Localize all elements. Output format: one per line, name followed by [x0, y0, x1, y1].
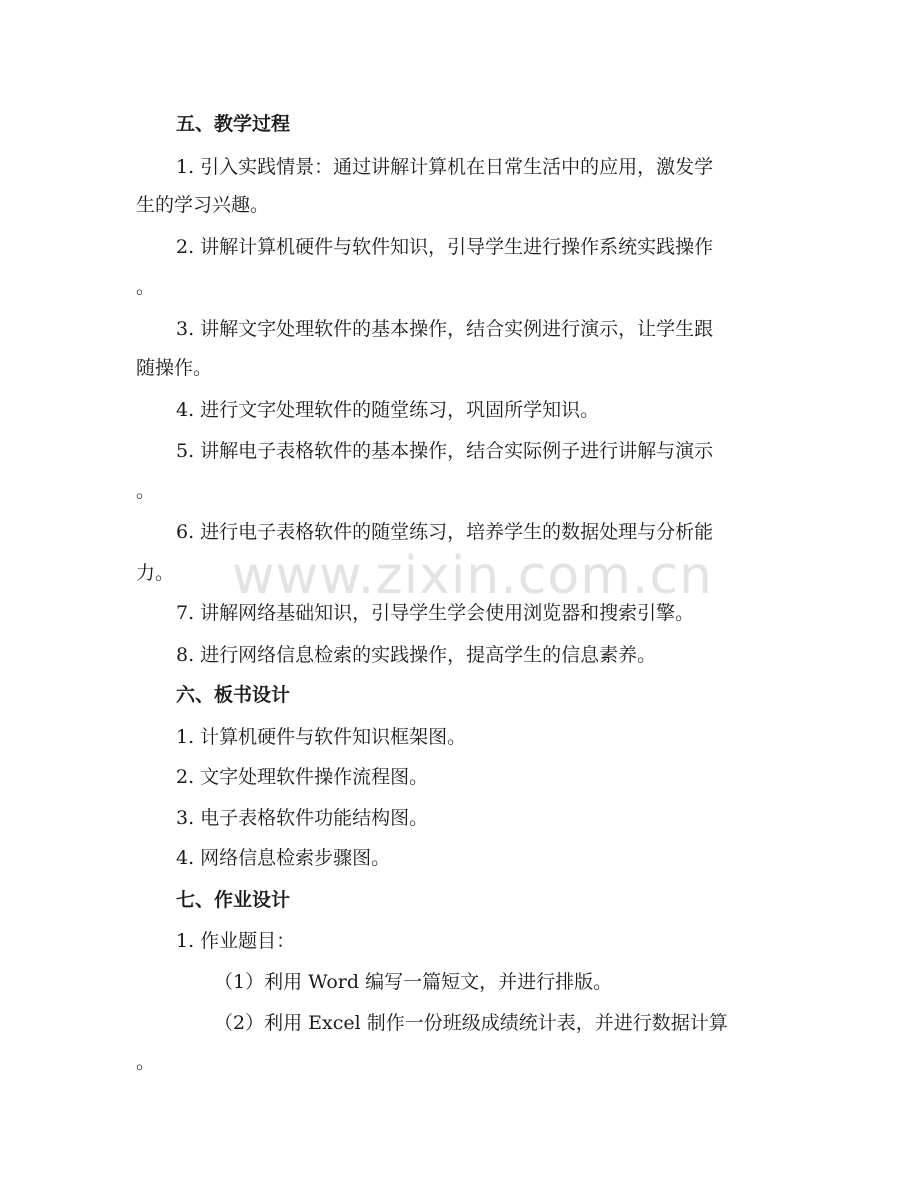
- process-item-6-line-2: 力。: [136, 562, 175, 584]
- section-heading-board-design: 六、板书设计: [176, 684, 291, 706]
- section-heading-homework: 七、作业设计: [176, 889, 291, 911]
- process-item-3-line-2: 随操作。: [136, 357, 213, 379]
- process-item-7: 7. 讲解网络基础知识，引导学生学会使用浏览器和搜索引擎。: [176, 602, 695, 624]
- board-item-1: 1. 计算机硬件与软件知识框架图。: [176, 726, 467, 748]
- process-item-8: 8. 进行网络信息检索的实践操作，提高学生的信息素养。: [176, 644, 657, 666]
- process-item-2-line-2: 。: [136, 276, 156, 298]
- process-item-5-line-1: 5. 讲解电子表格软件的基本操作，结合实际例子进行讲解与演示: [176, 440, 714, 462]
- board-item-2: 2. 文字处理软件操作流程图。: [176, 766, 429, 788]
- board-item-3: 3. 电子表格软件功能结构图。: [176, 807, 429, 829]
- process-item-1-line-2: 生的学习兴趣。: [136, 194, 270, 216]
- process-item-2-line-1: 2. 讲解计算机硬件与软件知识，引导学生进行操作系统实践操作: [176, 236, 714, 258]
- board-item-4: 4. 网络信息检索步骤图。: [176, 847, 391, 869]
- homework-sub-2-line-1: （2）利用 Excel 制作一份班级成绩统计表，并进行数据计算: [214, 1012, 728, 1034]
- section-heading-teaching-process: 五、教学过程: [176, 113, 291, 135]
- process-item-4: 4. 进行文字处理软件的随堂练习，巩固所学知识。: [176, 399, 600, 421]
- homework-item-1: 1. 作业题目：: [176, 930, 296, 952]
- process-item-5-line-2: 。: [136, 480, 156, 502]
- process-item-3-line-1: 3. 讲解文字处理软件的基本操作，结合实例进行演示，让学生跟: [176, 318, 714, 340]
- watermark: www.zixin.com.cn: [232, 546, 713, 606]
- homework-sub-2-line-2: 。: [136, 1051, 156, 1073]
- homework-sub-1: （1）利用 Word 编写一篇短文，并进行排版。: [214, 971, 613, 993]
- process-item-1-line-1: 1. 引入实践情景：通过讲解计算机在日常生活中的应用，激发学: [176, 156, 714, 178]
- process-item-6-line-1: 6. 进行电子表格软件的随堂练习，培养学生的数据处理与分析能: [176, 521, 714, 543]
